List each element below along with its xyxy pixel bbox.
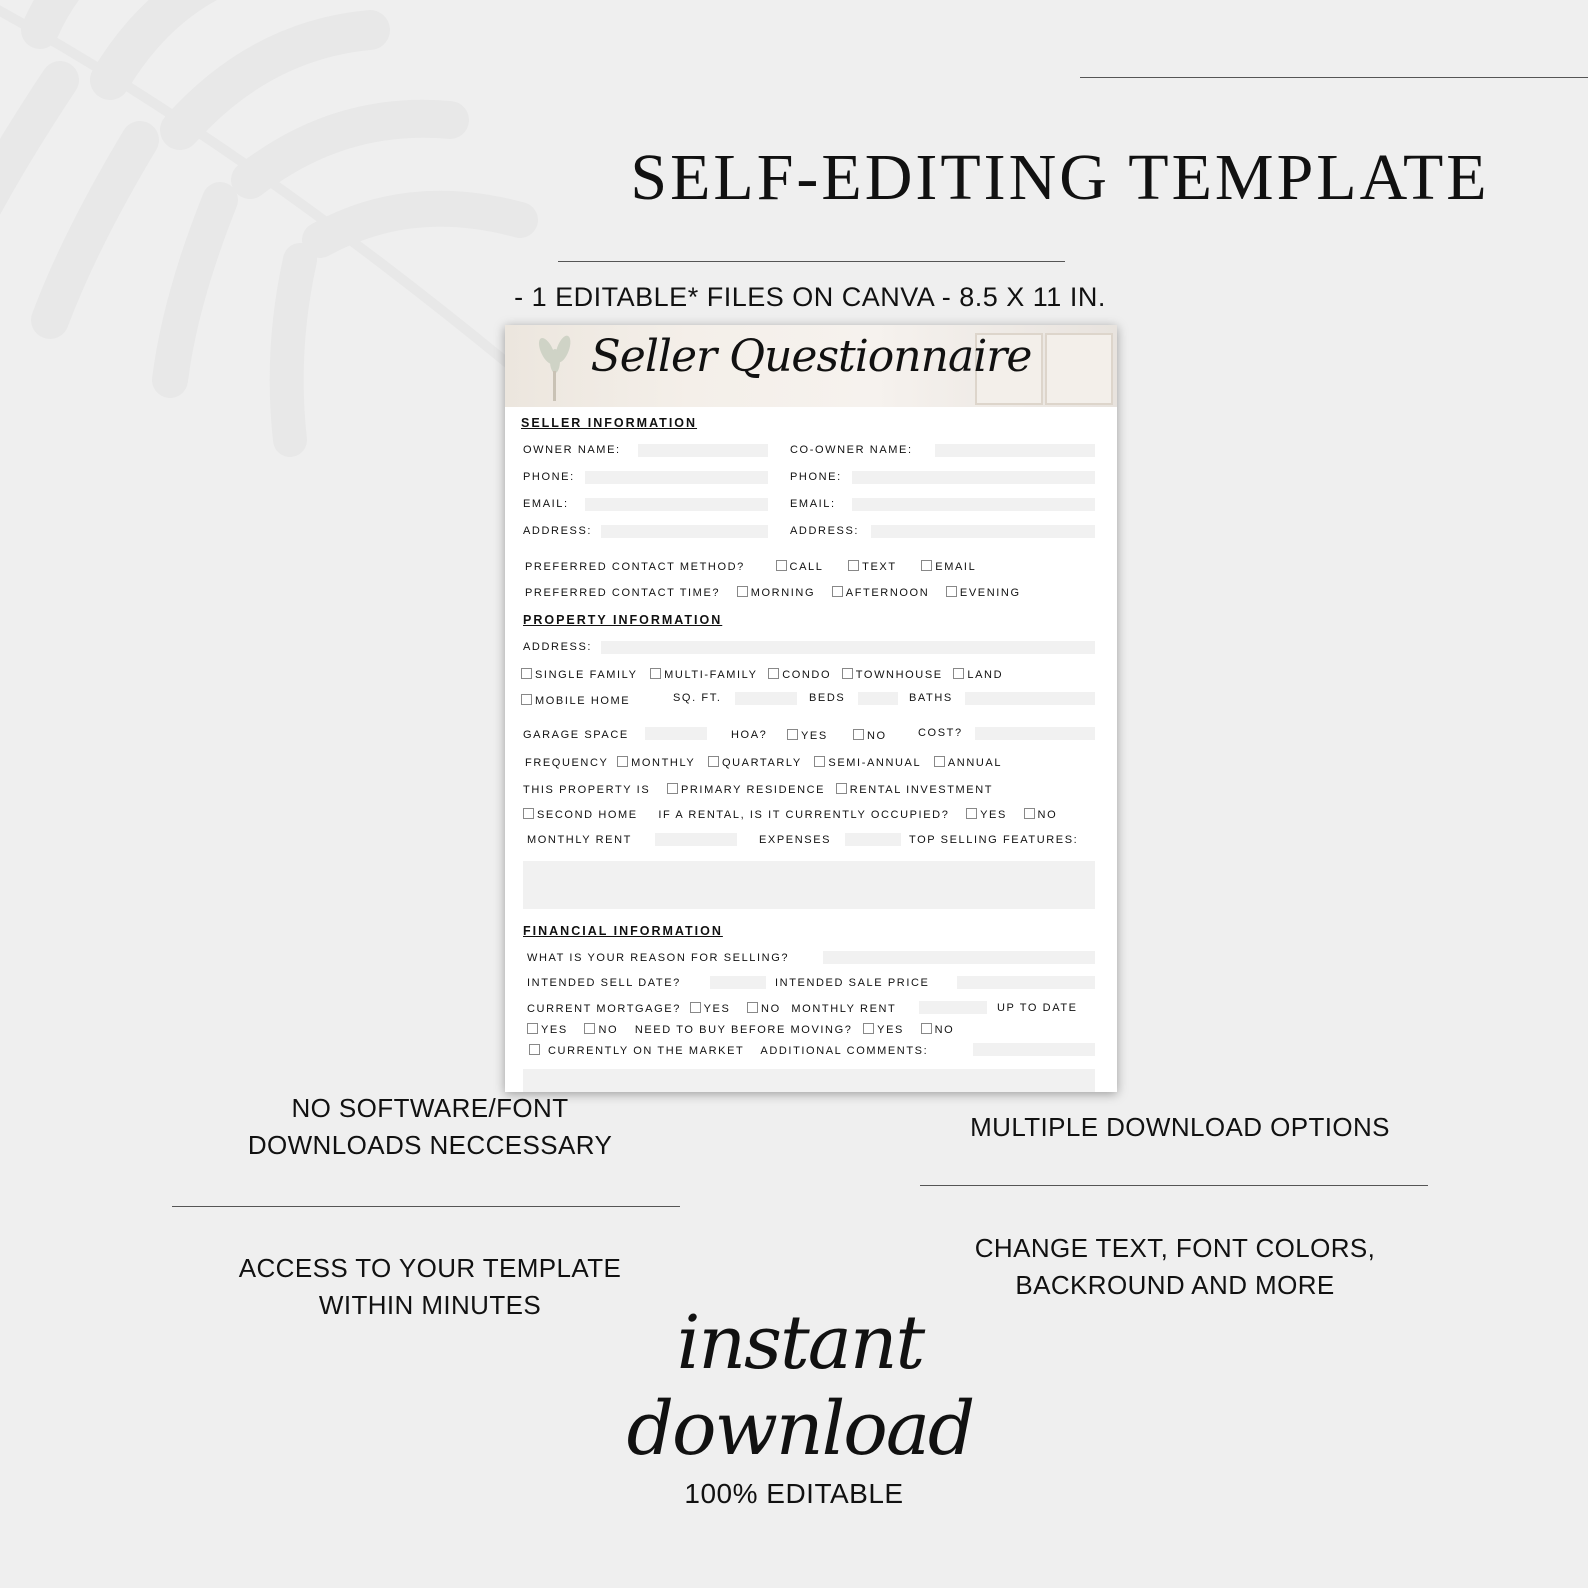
expenses-field[interactable] [845,833,901,846]
option-land[interactable]: LAND [953,669,1003,681]
sqft-field[interactable] [735,692,797,705]
option-semi-annual[interactable]: SEMI-ANNUAL [814,757,921,769]
occupancy-row [523,808,1057,821]
page-subtitle: - 1 EDITABLE* FILES ON CANVA - 8.5 X 11 IN. [514,282,1106,312]
need-to-buy-no-option[interactable]: NO [921,1024,955,1036]
title-divider [558,261,1065,262]
baths-field[interactable] [965,692,1095,705]
owner-name-field[interactable] [638,444,768,457]
frequency-label: FREQUENCY [525,757,609,769]
phone-label: PHONE: [523,471,575,483]
top-features-label: TOP SELLING FEATURES: [909,834,1079,846]
property-address-label: ADDRESS: [523,641,593,653]
checkbox[interactable] [863,1023,874,1034]
checkbox[interactable] [953,668,964,679]
checkbox[interactable] [521,668,532,679]
email-field[interactable] [585,498,768,511]
up-to-date-yes-option[interactable]: YES [527,1024,568,1036]
hoa-label: HOA? [731,729,768,741]
checkbox[interactable] [527,1023,538,1034]
financial-monthly-rent-field[interactable] [919,1001,987,1014]
feature-no-software [190,1090,670,1164]
up-to-date-no-option[interactable]: NO [584,1024,618,1036]
right-divider [920,1185,1428,1186]
comments-field[interactable] [973,1043,1095,1056]
address-field[interactable] [601,525,768,538]
option-morning[interactable]: MORNING [737,587,815,599]
left-divider [172,1206,680,1207]
beds-field[interactable] [858,692,898,705]
up-to-date-label: UP TO DATE [997,1002,1078,1014]
option-condo[interactable]: CONDO [768,669,831,681]
property-use-row [523,783,1005,796]
checkbox[interactable] [842,668,853,679]
co-owner-name-label: CO-OWNER NAME: [790,444,913,456]
comments-label: ADDITIONAL COMMENTS: [760,1045,929,1057]
monthly-rent-field[interactable] [655,833,737,846]
feature-line: CHANGE TEXT, FONT COLORS, [974,1233,1376,1263]
occupied-label: IF A RENTAL, IS IT CURRENTLY OCCUPIED? [658,809,950,821]
sell-date-label: INTENDED SELL DATE? [527,977,681,989]
cost-field[interactable] [975,727,1095,740]
this-property-label: THIS PROPERTY IS [523,784,651,796]
footer-editable: 100% EDITABLE [684,1478,904,1509]
contact-time-label: PREFERRED CONTACT TIME? [525,587,721,599]
sale-price-field[interactable] [957,976,1095,989]
option-monthly[interactable]: MONTHLY [617,757,695,769]
option-call[interactable]: CALL [776,561,824,573]
co-owner-name-field[interactable] [935,444,1095,457]
phone-field[interactable] [585,471,768,484]
on-market-row [529,1044,928,1057]
checkbox[interactable] [1024,808,1035,819]
option-rental-investment[interactable]: RENTAL INVESTMENT [836,784,993,796]
option-quartarly[interactable]: QUARTARLY [708,757,802,769]
garage-field[interactable] [645,727,707,740]
cost-label: COST? [918,727,963,739]
top-right-divider [1080,77,1588,78]
section-property-information: PROPERTY INFORMATION [523,613,723,627]
comments-area[interactable] [523,1069,1095,1092]
page-title: SELF-EDITING TEMPLATE [630,141,1490,214]
checkbox[interactable] [832,586,843,597]
property-type-row [521,668,1015,681]
checkbox[interactable] [966,808,977,819]
expenses-label: EXPENSES [759,834,832,846]
co-email-label: EMAIL: [790,498,836,510]
address-label: ADDRESS: [523,525,593,537]
baths-label: BATHS [909,692,953,704]
document-banner [505,325,1117,407]
feature-line: BACKROUND AND MORE [1015,1270,1335,1300]
checkbox[interactable] [836,783,847,794]
section-financial-information: FINANCIAL INFORMATION [523,924,723,938]
reason-field[interactable] [823,951,1095,964]
co-phone-field[interactable] [852,471,1095,484]
checkbox[interactable] [650,668,661,679]
checkbox[interactable] [690,1002,701,1013]
garage-label: GARAGE SPACE [523,729,629,741]
document-preview [505,325,1117,1092]
co-phone-label: PHONE: [790,471,842,483]
checkbox[interactable] [776,560,787,571]
on-market-option[interactable]: CURRENTLY ON THE MARKET [529,1045,744,1057]
checkbox[interactable] [853,729,864,740]
feature-download-options: MULTIPLE DOWNLOAD OPTIONS [970,1112,1390,1142]
occupied-yes-option[interactable]: YES [966,809,1007,821]
mortgage-label: CURRENT MORTGAGE? [527,1003,681,1015]
co-address-field[interactable] [871,525,1095,538]
checkbox[interactable] [848,560,859,571]
email-label: EMAIL: [523,498,569,510]
option-text[interactable]: TEXT [848,561,897,573]
checkbox[interactable] [523,808,534,819]
checkbox[interactable] [768,668,779,679]
mortgage-row [527,1002,896,1015]
checkbox[interactable] [921,560,932,571]
feature-line: DOWNLOADS NECCESSARY [247,1130,613,1160]
checkbox[interactable] [921,1023,932,1034]
checkbox[interactable] [617,756,628,767]
option-primary-residence[interactable]: PRIMARY RESIDENCE [667,784,825,796]
checkbox[interactable] [814,756,825,767]
top-features-field[interactable] [523,861,1095,909]
sell-date-field[interactable] [710,976,766,989]
contact-time-row [525,586,1033,599]
property-address-field[interactable] [601,641,1095,654]
instant-download-script: instant download [626,1300,974,1472]
co-address-label: ADDRESS: [790,525,860,537]
checkbox[interactable] [529,1044,540,1055]
feature-line: NO SOFTWARE/FONT [291,1093,569,1123]
reason-label: WHAT IS YOUR REASON FOR SELLING? [527,952,790,964]
occupied-no-option[interactable]: NO [1024,809,1058,821]
feature-line: ACCESS TO YOUR TEMPLATE [238,1253,622,1283]
mobile-home-option[interactable]: MOBILE HOME [521,694,630,707]
checkbox[interactable] [946,586,957,597]
need-to-buy-row [527,1023,966,1036]
checkbox[interactable] [787,729,798,740]
checkbox[interactable] [737,586,748,597]
feature-change-text [920,1230,1430,1304]
need-to-buy-label: NEED TO BUY BEFORE MOVING? [634,1024,853,1036]
beds-label: BEDS [809,692,846,704]
monthly-rent-label: MONTHLY RENT [527,834,632,846]
financial-monthly-rent-label: MONTHLY RENT [791,1003,897,1015]
checkbox[interactable] [521,694,532,705]
option-townhouse[interactable]: TOWNHOUSE [842,669,943,681]
mortgage-no-option[interactable]: NO [747,1003,781,1015]
contact-method-label: PREFERRED CONTACT METHOD? [525,561,745,573]
hoa-no-option[interactable]: NO [853,729,887,742]
frequency-row [525,756,1014,769]
hoa-yes-option[interactable]: YES [787,729,828,742]
option-multi-family[interactable]: MULTI-FAMILY [650,669,757,681]
checkbox[interactable] [584,1023,595,1034]
need-to-buy-yes-option[interactable]: YES [863,1024,904,1036]
contact-method-row [525,560,988,573]
sale-price-label: INTENDED SALE PRICE [775,977,930,989]
mortgage-yes-option[interactable]: YES [690,1003,731,1015]
option-email[interactable]: EMAIL [921,561,976,573]
section-seller-information: SELLER INFORMATION [521,416,698,430]
document-title: Seller Questionnaire [590,331,1032,382]
feature-line: WITHIN MINUTES [318,1290,542,1320]
option-evening[interactable]: EVENING [946,587,1021,599]
checkbox[interactable] [708,756,719,767]
option-second-home[interactable]: SECOND HOME [523,809,638,821]
checkbox[interactable] [667,783,678,794]
option-annual[interactable]: ANNUAL [934,757,1002,769]
option-single-family[interactable]: SINGLE FAMILY [521,669,638,681]
option-afternoon[interactable]: AFTERNOON [832,587,929,599]
co-email-field[interactable] [852,498,1095,511]
owner-name-label: OWNER NAME: [523,444,621,456]
checkbox[interactable] [747,1002,758,1013]
sqft-label: SQ. FT. [673,692,722,704]
checkbox[interactable] [934,756,945,767]
